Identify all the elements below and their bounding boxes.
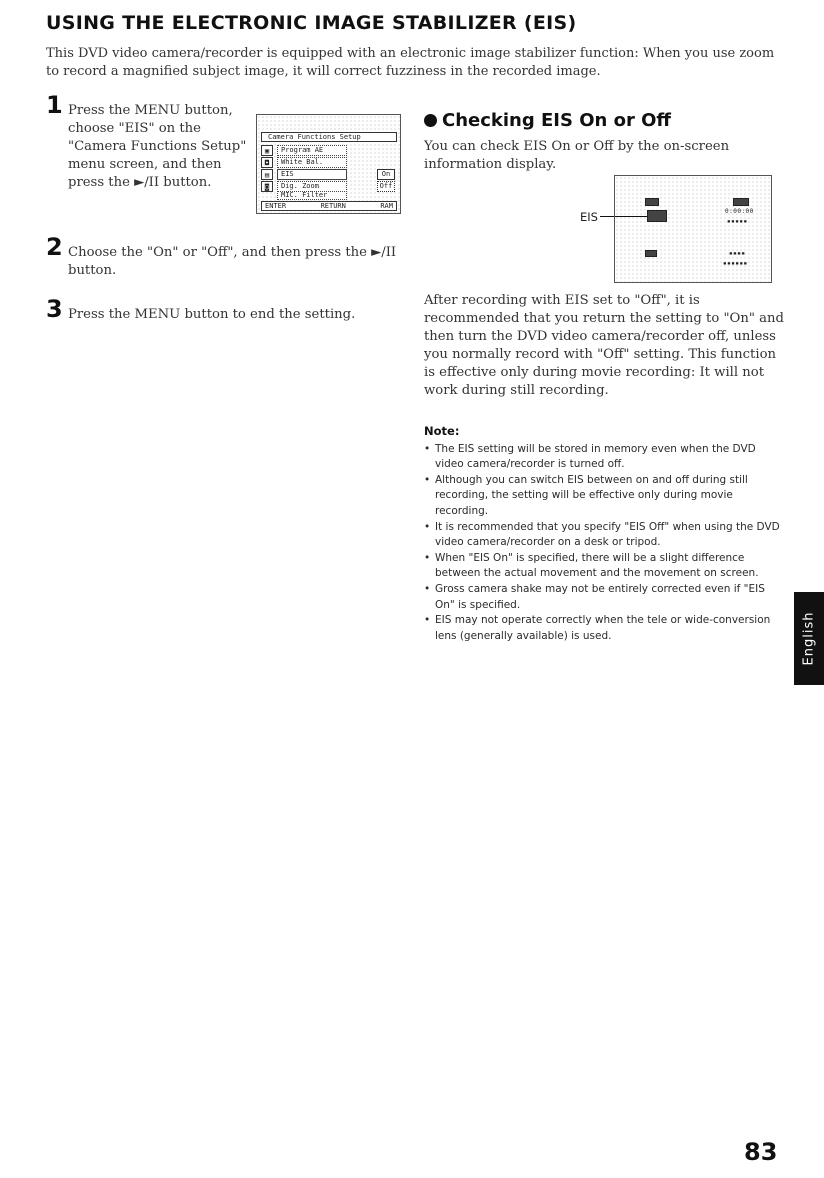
step-text: Press the MENU button, choose "EIS" on the "Camera Functions Setup" menu screen, and then press the ►/II button. bbox=[68, 103, 247, 190]
menu-item-eis: EIS bbox=[277, 169, 347, 180]
language-tab-label: English bbox=[801, 611, 817, 666]
note-item: • Gross camera shake may not be entirely corrected even if "EIS On" is specified. bbox=[424, 582, 786, 613]
eis-indicator-icon bbox=[647, 210, 667, 222]
menu-item: White Bal. bbox=[277, 157, 347, 168]
osd-date-glyph: ▪▪▪▪ bbox=[729, 250, 746, 257]
ram-disc-icon bbox=[645, 250, 657, 257]
osd-counter-glyph: 0:00:00 bbox=[725, 208, 754, 215]
menu-item: Dig. Zoom bbox=[277, 181, 347, 192]
step-3 bbox=[46, 295, 406, 324]
battery-icon bbox=[733, 198, 749, 206]
return-label: RETURN bbox=[320, 202, 346, 210]
note-item: • EIS may not operate correctly when the tele or wide-conversion lens (generally available) is used. bbox=[424, 613, 786, 644]
osd-time-glyph: ▪▪▪▪▪▪ bbox=[723, 260, 748, 267]
camera-icon: ▣ bbox=[261, 145, 273, 156]
menu-item: Program AE bbox=[277, 145, 347, 156]
step-number: 2 bbox=[46, 233, 63, 261]
osd-remaining-glyph: ▪▪▪▪▪ bbox=[727, 218, 748, 225]
eis-on-value: On bbox=[377, 169, 395, 180]
step-1 bbox=[46, 91, 254, 192]
page-number: 83 bbox=[744, 1138, 778, 1166]
note-block bbox=[424, 424, 786, 644]
note-item: • When "EIS On" is specified, there will be a slight difference between the actual movement and the movement on screen. bbox=[424, 551, 786, 582]
note-item: • Although you can switch EIS between on and off during still recording, the setting will be effective only during movie recording. bbox=[424, 473, 786, 520]
section-body: After recording with EIS set to "Off", it is recommended that you return the setting to "On" and then turn the DVD video camera/recorder off, unless you normally record with "Off" setting. This function is effective only during movie recording: It will not work during still recording. bbox=[424, 293, 784, 398]
section-heading bbox=[424, 110, 671, 131]
intro-paragraph: This DVD video camera/recorder is equipped with an electronic image stabilizer function: When you use zoom to record a magnified subject image, it will correct fuzziness in the recorded image. bbox=[46, 46, 775, 79]
record-icon: ◘ bbox=[261, 157, 273, 168]
step-number: 3 bbox=[46, 295, 63, 323]
enter-label: ENTER bbox=[265, 202, 287, 210]
section-heading-text: Checking EIS On or Off bbox=[442, 110, 672, 131]
step-text: Press the MENU button to end the setting. bbox=[68, 307, 356, 322]
step-text: Choose the "On" or "Off", and then press the ►/II button. bbox=[68, 245, 397, 278]
language-tab bbox=[794, 592, 824, 685]
step-number: 1 bbox=[46, 91, 63, 119]
ram-label: RAM bbox=[380, 202, 393, 210]
page-title: USING THE ELECTRONIC IMAGE STABILIZER (EIS) bbox=[46, 12, 577, 34]
display-icon: ▤ bbox=[261, 169, 273, 180]
step-2 bbox=[46, 233, 406, 280]
osd-screen-illustration bbox=[614, 175, 772, 283]
menu-header: Camera Functions Setup bbox=[261, 132, 397, 142]
menu-item: MIC. Filter bbox=[277, 191, 347, 200]
note-item: • It is recommended that you specify "EIS Off" when using the DVD video camera/recorder on a desk or tripod. bbox=[424, 520, 786, 551]
eis-off-value: Off bbox=[377, 181, 395, 192]
eis-callout-label: EIS bbox=[580, 210, 598, 224]
menu-screen-illustration bbox=[256, 114, 401, 214]
bullet-icon bbox=[424, 114, 437, 127]
settings-icon: ◙ bbox=[261, 181, 273, 192]
note-title: Note: bbox=[424, 424, 460, 438]
menu-footer bbox=[261, 201, 397, 211]
mode-indicator-icon bbox=[645, 198, 659, 206]
section-intro: You can check EIS On or Off by the on-screen information display. bbox=[424, 139, 730, 172]
note-item: • The EIS setting will be stored in memory even when the DVD video camera/recorder is turned off. bbox=[424, 442, 786, 473]
